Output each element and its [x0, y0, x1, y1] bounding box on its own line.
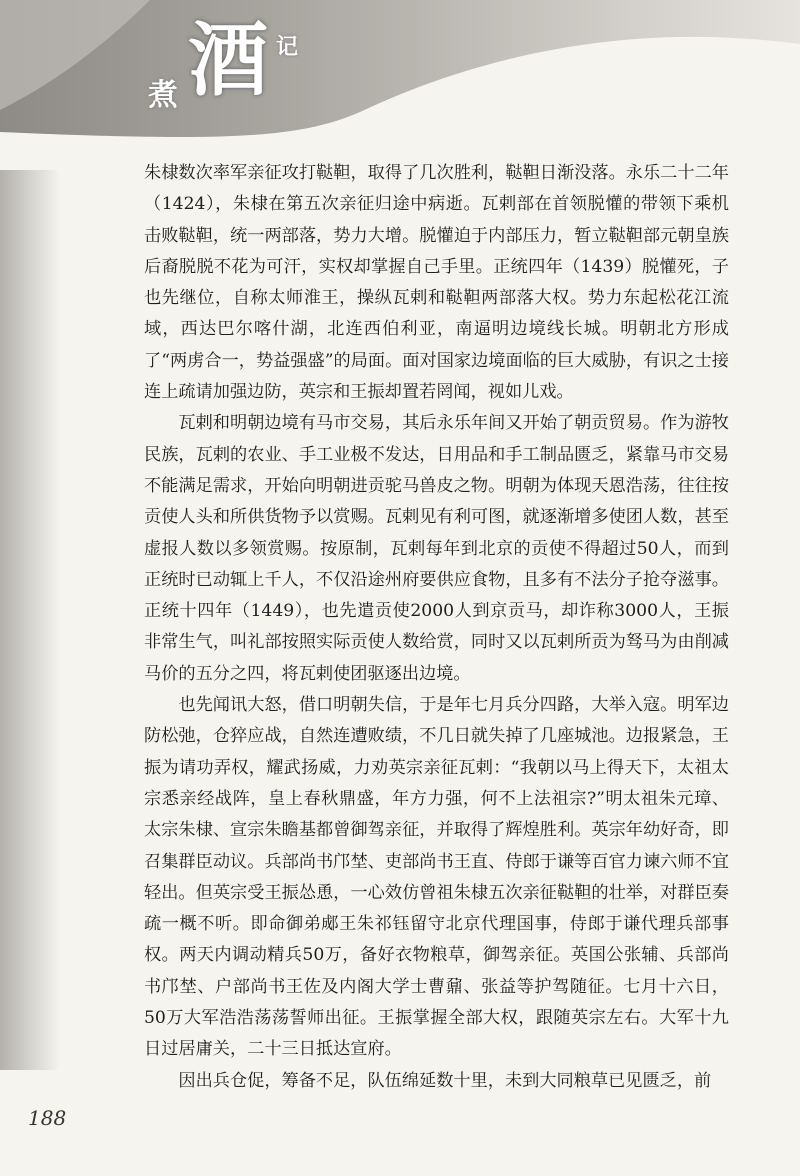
paragraph-1: 朱棣数次率军亲征攻打鞑靼，取得了几次胜利，鞑靼日渐没落。永乐二十二年（1424），朱棣在第五次亲征归途中病逝。瓦剌部在首领脱懽的带领下乘机击败鞑靼，统一两部落，势力大增。脱懽迫于内部压力，暂立鞑靼部元朝皇族后裔脱脱不花为可汗，实权却掌握自己手里。正统四年（1439）脱懽死，子也先继位，自称太师淮王，操纵瓦剌和鞑靼两部落大权。势力东起松花江流域，西达巴尔喀什湖，北连西伯利亚，南逼明边境线长城。明朝北方形成了“两虏合一，势益强盛”的局面。面对国家边境面临的巨大威胁，有识之士接连上疏请加强边防，英宗和王振却置若罔闻，视如儿戏。	[144, 163, 729, 403]
paragraph-4: 因出兵仓促，筹备不足，队伍绵延数十里，未到大同粮草已见匮乏，前	[178, 1070, 712, 1091]
body-text	[144, 158, 729, 1097]
paragraph-3: 也先闻讯大怒，借口明朝失信，于是年七月兵分四路，大举入寇。明军边防松弛，仓猝应战，自然连遭败绩，不几日就失掉了几座城池。边报紧急，王振为请功弄权，耀武扬威，力劝英宗亲征瓦剌：“我朝以马上得天下，太祖太宗悉亲经战阵，皇上春秋鼎盛，年方力强，何不上法祖宗?”明太祖朱元璋、太宗朱棣、宣宗朱瞻基都曾御驾亲征，并取得了辉煌胜利。英宗年幼好奇，即召集群臣动议。兵部尚书邝埜、吏部尚书王直、侍郎于谦等百官力谏六师不宜轻出。但英宗受王振怂恿，一心效仿曾祖朱棣五次亲征鞑靼的壮举，对群臣奏疏一概不听。即命御弟郕王朱祁钰留守北京代理国事，侍郎于谦代理兵部事权。两天内调动精兵50万，备好衣物粮草，御驾亲征。英国公张辅、兵部尚书邝埜、户部尚书王佐及内阁大学士曹鼐、张益等护驾随征。七月十六日，50万大军浩浩荡荡誓师出征。王振掌握全部大权，跟随英宗左右。大军十九日过居庸关，二十三日抵达宣府。	[144, 695, 729, 1060]
paragraph-2: 瓦剌和明朝边境有马市交易，其后永乐年间又开始了朝贡贸易。作为游牧民族，瓦剌的农业、手工业极不发达，日用品和手工制品匮乏，紧靠马市交易不能满足需求，开始向明朝进贡驼马兽皮之物。明朝为体现天恩浩荡，往往按贡使人头和所供货物予以赏赐。瓦剌见有利可图，就逐渐增多使团人数，甚至虚报人数以多领赏赐。按原制，瓦剌每年到北京的贡使不得超过50人，而到正统时已动辄上千人，不仅沿途州府要供应食物，且多有不法分子抢夺滋事。正统十四年（1449），也先遣贡使2000人到京贡马，却诈称3000人，王振非常生气，叫礼部按照实际贡使人数给赏，同时又以瓦剌所贡为驽马为由削减马价的五分之四，将瓦剌使团驱逐出边境。	[144, 413, 729, 684]
left-decorative-shadow	[0, 170, 60, 1070]
page-number: 188	[28, 1106, 67, 1130]
chapter-header-title	[0, 0, 320, 150]
header-title-small: 煮	[148, 78, 179, 113]
header-title-suffix: 记	[276, 34, 299, 60]
header-title-large: 酒	[188, 13, 268, 107]
